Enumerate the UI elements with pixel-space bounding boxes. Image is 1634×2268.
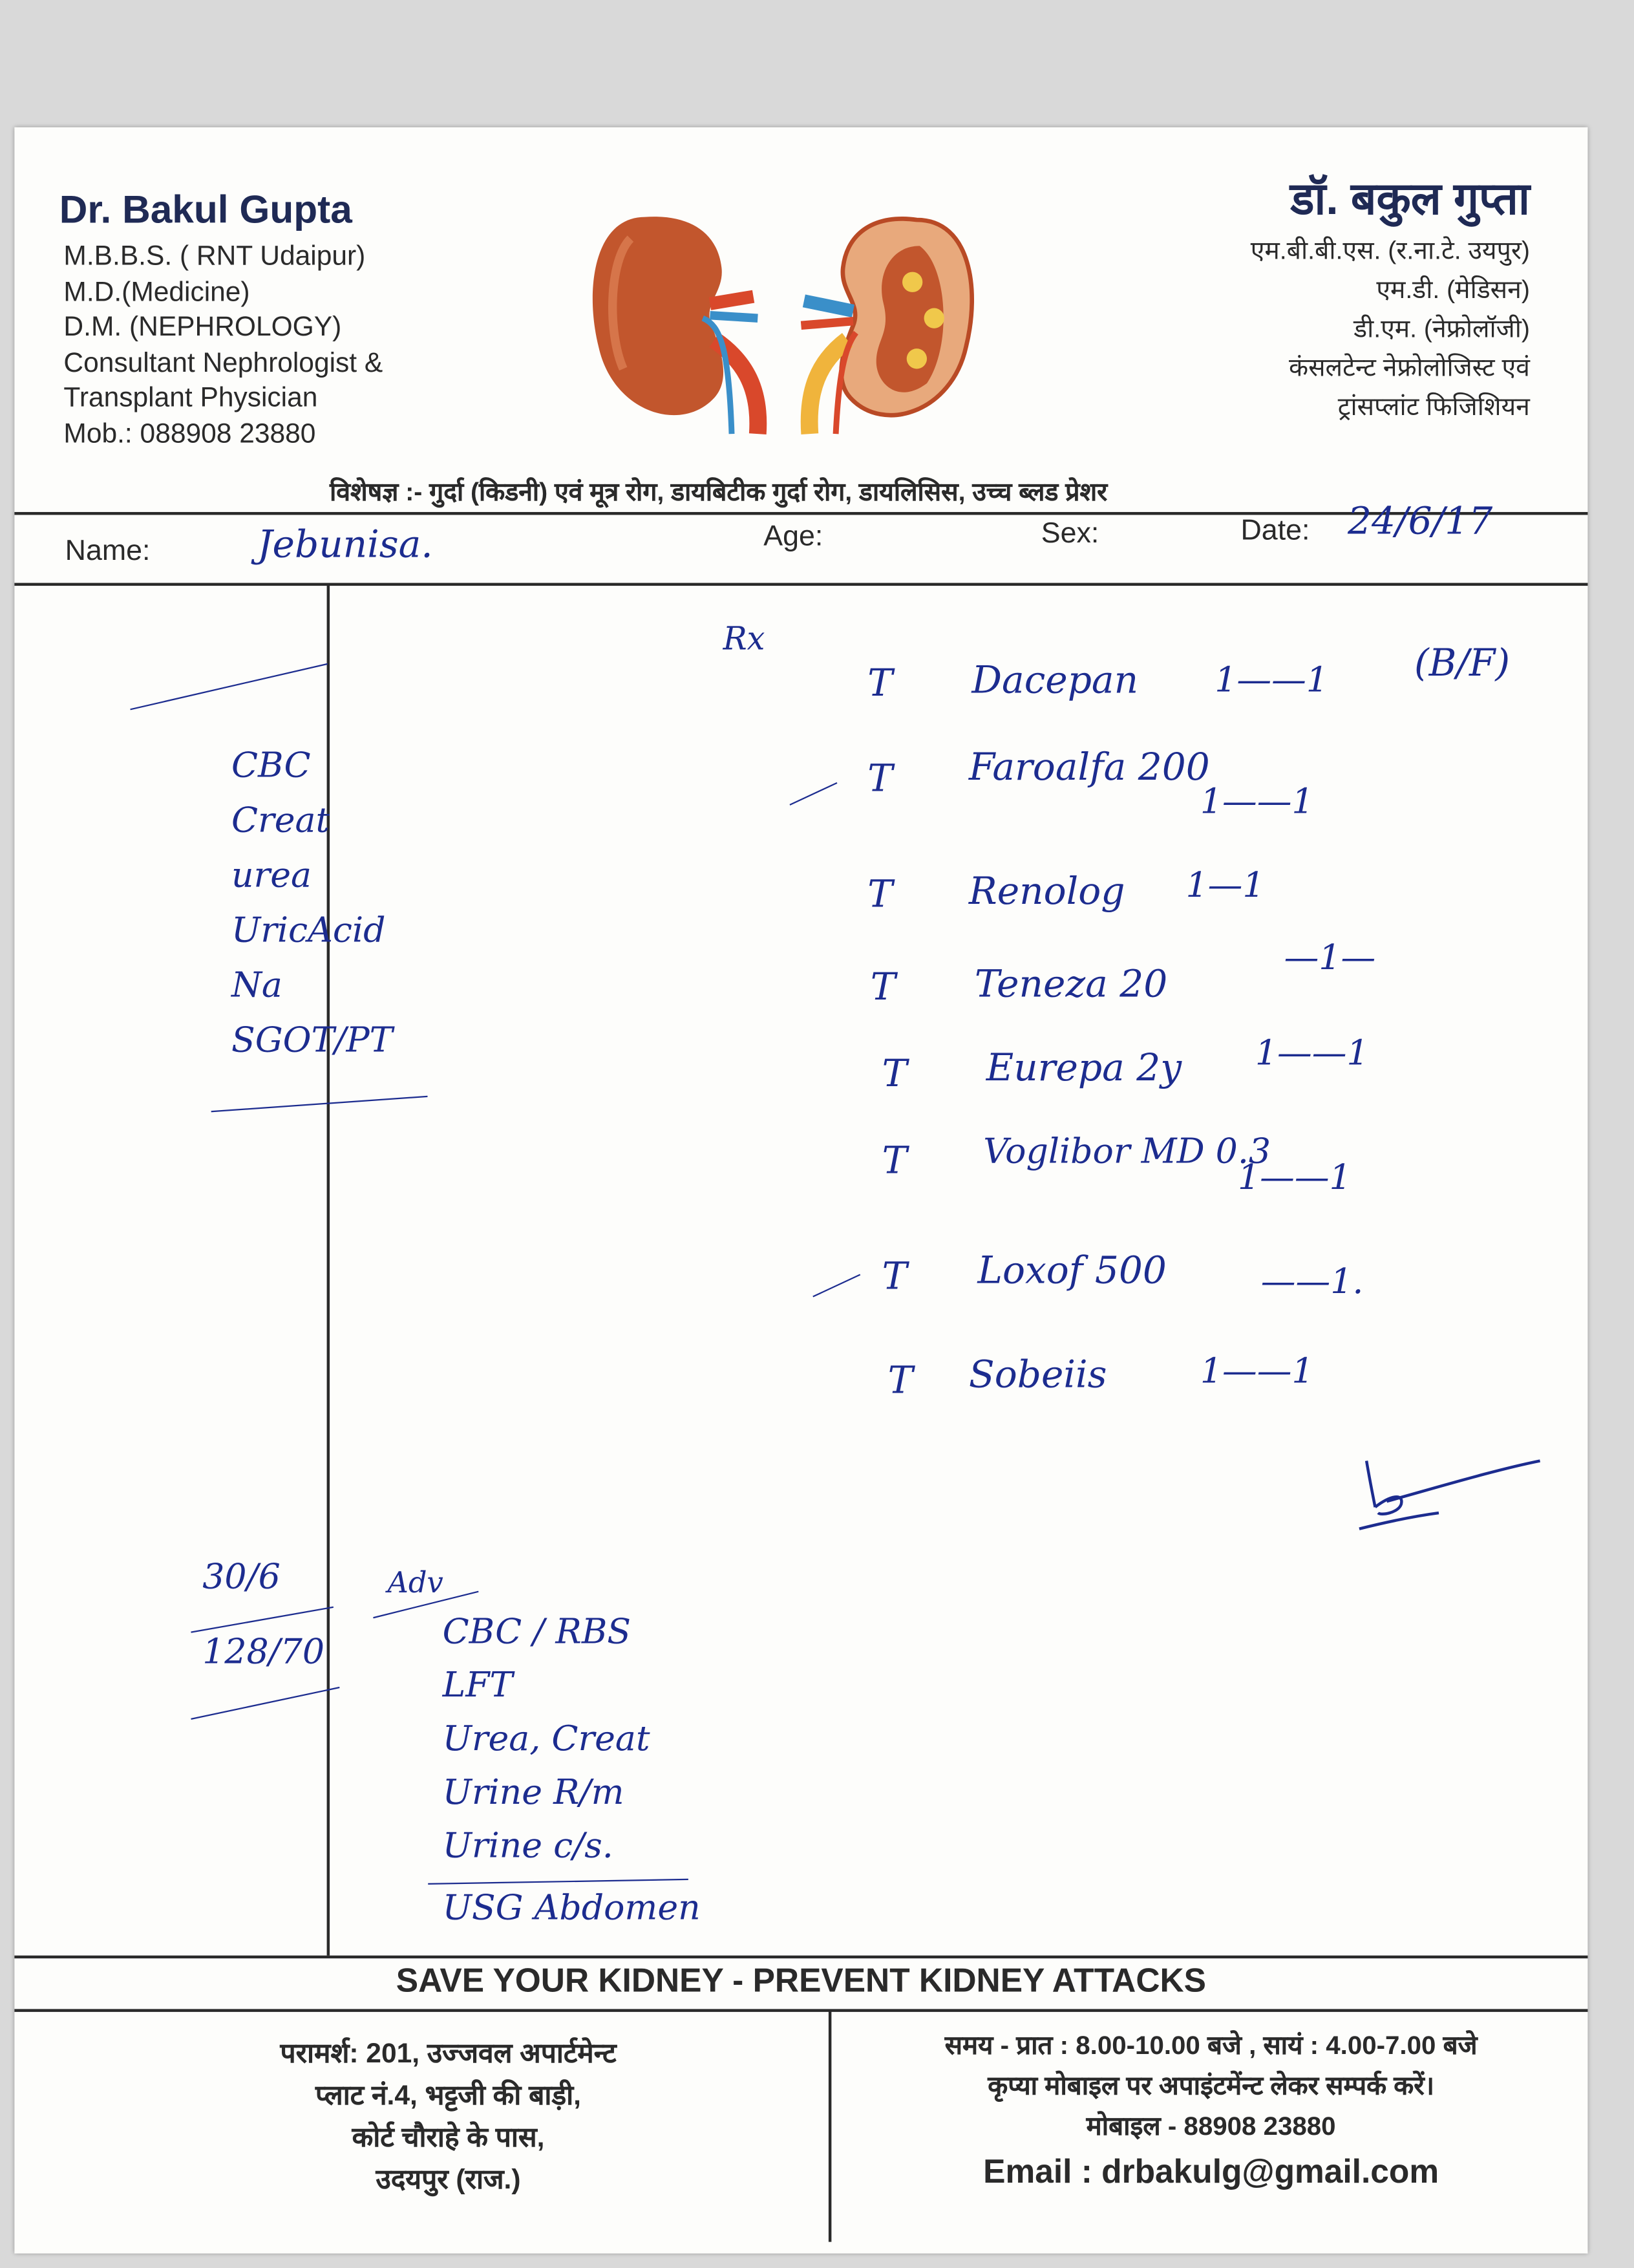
advice-item: USG Abdomen [442,1887,701,1929]
speciality-line: विशेषज्ञ :- गुर्दा (किडनी) एवं मूत्र रोग, डायबिटीक गुर्दा रोग, डायलिसिस, उच्च ब्लड प्रेशर [330,477,1108,507]
rx-dose: 1——1 [1200,1351,1314,1392]
rx-form: T [882,1053,907,1097]
mobile-line: Mob.: 088908 23880 [63,419,316,450]
date-label: Date: [1240,515,1310,547]
qualifications-hi [1251,231,1530,427]
address-line: परामर्श: 201, उज्जवल अपार्टमेन्ट [280,2039,617,2070]
investigation-item: urea [231,855,312,895]
pen-stroke [130,663,328,711]
clinic-address [159,2033,737,2201]
rx-dose: 1——1 [1215,659,1328,700]
appointment-note: कृप्या मोबाइल पर अपाइंटमेंन्ट लेकर सम्पर्क करें। [988,2071,1434,2101]
rx-form: T [882,1139,907,1184]
pen-stroke [191,1687,339,1720]
address-line: कोर्ट चौराहे के पास, [352,2123,545,2154]
advice-item: Urea, Creat [442,1718,650,1759]
address-line: उदयपुर (राज.) [376,2165,521,2196]
sex-label: Sex: [1041,517,1099,550]
rx-form: T [887,1359,913,1404]
qual-line: M.D.(Medicine) [63,277,250,308]
rx-dose: —1— [1284,937,1376,978]
check-mark-icon [789,782,837,806]
slogan: SAVE YOUR KIDNEY - PREVENT KIDNEY ATTACKS [396,1961,1207,1999]
divider [14,583,1587,585]
clinic-contact [846,2025,1576,2196]
qual-line-hi: एम.डी. (मेडिसन) [1376,275,1530,304]
email: Email : drbakulg@gmail.com [983,2152,1439,2190]
doctor-name-en: Dr. Bakul Gupta [59,187,352,231]
rx-drug: Sobeiis [968,1353,1107,1398]
name-label: Name: [65,535,151,567]
date-value: 24/6/17 [1348,500,1493,544]
prescription-sheet [14,127,1587,2254]
age-label: Age: [763,520,823,553]
qual-line-hi: एम.बी.बी.एस. (र.ना.टे. उयपुर) [1250,235,1530,265]
rx-form: T [882,1255,907,1299]
rx-dose: 1——1 [1255,1032,1369,1073]
advice-item: Urine R/m [442,1771,624,1813]
advice-item: Urine c/s. [442,1825,613,1866]
rx-form: T [867,758,893,802]
check-mark-icon [812,1274,860,1298]
doctor-name-hi: डॉ. बकुल गुप्ता [1290,173,1530,224]
qualifications-en [63,240,383,453]
rx-drug: Faroalfa 200 [968,746,1210,790]
qual-line: M.B.B.S. ( RNT Udaipur) [63,241,366,272]
rx-drug: Renolog [968,870,1125,914]
timings: समय - प्रात : 8.00-10.00 बजे , सायं : 4.00-7.00 बजे [944,2030,1478,2060]
rx-dose: ——1. [1260,1261,1364,1302]
rx-symbol: Rx [723,621,765,658]
pen-stroke [191,1607,334,1634]
advice-list [443,1605,701,1935]
footer-divider [829,2011,831,2242]
kidney-logo-icon [587,202,977,441]
rx-drug: Teneza 20 [974,963,1168,1007]
investigation-item: UricAcid [231,910,386,950]
rx-dose: 1——1 [1238,1157,1352,1198]
advice-label: Adv [387,1565,443,1600]
address-line: प्लाट नं.4, भट्टजी की बाड़ी, [315,2081,581,2112]
qual-line: D.M. (NEPHROLOGY) [63,312,342,343]
pen-stroke [211,1096,428,1113]
qual-line-hi: कंसलटेन्ट नेफ्रोलोजिस्ट एवं [1289,352,1530,382]
rx-drug: Voglibor MD 0.3 [983,1131,1271,1172]
qual-line: Consultant Nephrologist & [63,348,383,379]
rx-drug: Dacepan [971,659,1139,703]
investigation-item: CBC [231,745,311,786]
rx-form: T [867,873,893,917]
rx-form: T [870,966,896,1010]
investigation-item: SGOT/PT [231,1020,393,1060]
investigation-item: Na [231,965,282,1005]
qual-line-hi: ट्रांसप्लांट फिजिशियन [1337,392,1530,422]
rx-form: T [867,662,893,706]
rx-drug: Loxof 500 [977,1249,1167,1294]
followup-bp: 128/70 [202,1631,325,1673]
investigation-list [231,738,393,1067]
rx-dose: 1—1 [1185,864,1265,906]
rx-dose: 1——1 [1200,781,1314,822]
divider [14,2009,1587,2011]
doctor-signature [1352,1450,1547,1536]
qual-line: Transplant Physician [63,383,318,414]
mobile-hi: मोबाइल - 88908 23880 [1086,2112,1336,2141]
investigation-item: Creat [231,800,330,840]
qual-line-hi: डी.एम. (नेफ्रोलॉजी) [1353,314,1530,343]
rx-note: (B/F) [1414,642,1511,686]
name-value: Jebunisa. [257,523,433,567]
followup-date: 30/6 [202,1556,281,1597]
rx-drug: Eurepa 2y [986,1047,1182,1091]
advice-item: CBC / RBS [442,1611,631,1652]
divider [14,1956,1587,1958]
advice-item: LFT [442,1664,513,1706]
